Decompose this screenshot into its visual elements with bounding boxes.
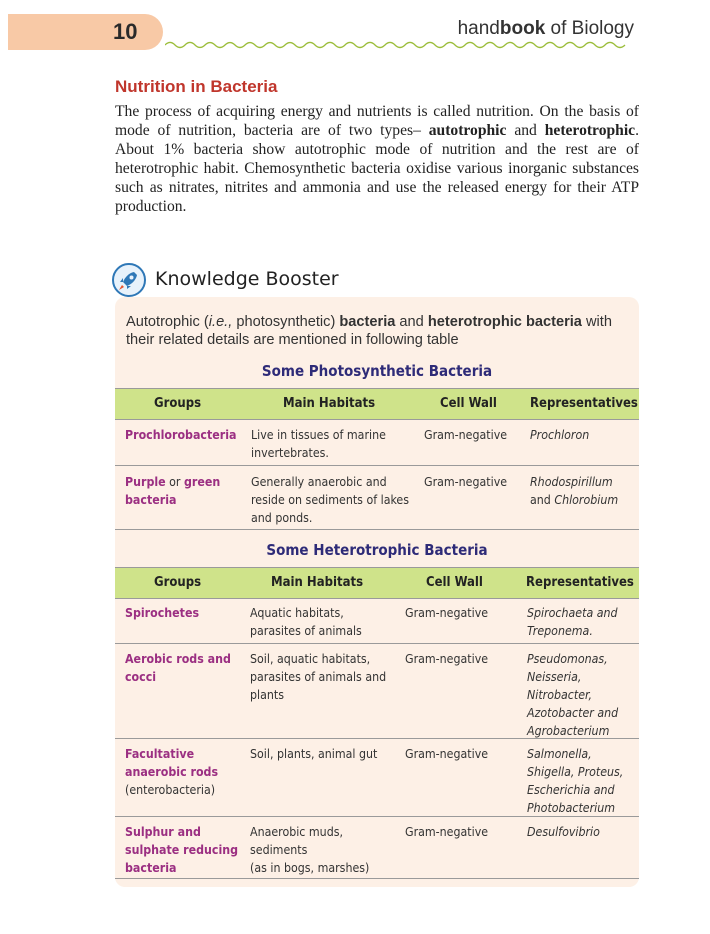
group-line: Aerobic rods and <box>125 652 231 666</box>
group-line: sulphate reducing <box>125 843 239 857</box>
table2-row2-cellwall: Gram-negative <box>405 652 489 666</box>
book-title-bold: book <box>499 18 546 39</box>
rep-line: Escherichia and <box>527 783 615 797</box>
table1-row1-rep: Prochloron <box>530 428 590 442</box>
group-note: (enterobacteria) <box>125 783 216 797</box>
habitat-line: plants <box>250 688 284 702</box>
table1-header-cellwall: Cell Wall <box>440 396 497 411</box>
paragraph-text-3: . About 1% bacteria show autotrophic mode of nutrition and the rest are of heterotrophic habit. Chemosynthetic bacteria oxidise various inorganic substances such as nitrates, nitrites and ammonia and use the released energy for their ATP production. <box>115 122 639 215</box>
table1-row2-habitat <box>251 473 409 527</box>
table1-row2-group <box>125 473 220 509</box>
table2-row1-rep <box>527 604 618 640</box>
rep-line: Shigella, Proteus, <box>527 765 624 779</box>
paragraph-text-1: The process of acquiring energy and nutrients is called nutrition. On the basis of mode of nutrition, bacteria are of two types– <box>115 103 639 139</box>
table1-header-groups: Groups <box>154 396 202 411</box>
habitat-line: Soil, aquatic habitats, <box>250 652 371 666</box>
knowledge-booster-title: Knowledge Booster <box>155 268 339 290</box>
intro-bold-heterotrophic: heterotrophic bacteria <box>427 314 582 330</box>
rep-line: Nitrobacter, <box>527 688 592 702</box>
table2-row3-group <box>125 745 218 799</box>
table2-header-row <box>115 567 639 599</box>
book-title-prefix: hand <box>457 18 500 39</box>
header-wave-divider <box>165 40 635 50</box>
table1-header-habitats: Main Habitats <box>283 396 376 411</box>
table2-row-divider <box>115 816 639 817</box>
table2-row-divider <box>115 738 639 739</box>
table1-row1-group: Prochlorobacteria <box>125 428 237 442</box>
section-paragraph <box>115 102 639 216</box>
habitat-line: Live in tissues of marine <box>251 428 386 442</box>
table2-row1-group: Spirochetes <box>125 606 200 620</box>
intro-text-5: with their related details are mentioned in following table <box>126 314 612 348</box>
rep-line: Salmonella, <box>527 747 592 761</box>
habitat-line: (as in bogs, marshes) <box>250 861 370 875</box>
group-purple: Purple <box>125 475 166 489</box>
habitat-line: sediments <box>250 843 308 857</box>
paragraph-bold-autotrophic: autotrophic <box>428 122 507 139</box>
table1-row-divider <box>115 465 639 466</box>
table2-header-habitats: Main Habitats <box>271 575 364 590</box>
table1-row1-habitat <box>251 426 386 462</box>
rep-line: Treponema. <box>527 624 593 638</box>
rep-line: Pseudomonas, <box>527 652 608 666</box>
intro-bold-bacteria: bacteria <box>339 314 396 330</box>
habitat-line: Generally anaerobic and <box>251 475 387 489</box>
table1-row1-cellwall: Gram-negative <box>424 428 508 442</box>
table2-header-representatives: Representatives <box>526 575 634 590</box>
habitat-line: reside on sediments of lakes <box>251 493 410 507</box>
rocket-icon <box>112 263 146 297</box>
intro-text-3: photosynthetic) <box>232 314 340 330</box>
habitat-line: parasites of animals and <box>250 670 387 684</box>
table2-title: Some Heterotrophic Bacteria <box>266 541 488 559</box>
table2-row1-habitat <box>250 604 362 640</box>
table2-row4-cellwall: Gram-negative <box>405 825 489 839</box>
table2-row2-habitat <box>250 650 386 704</box>
table2-row1-cellwall: Gram-negative <box>405 606 489 620</box>
table2-row4-habitat <box>250 823 369 877</box>
table2-header-groups: Groups <box>154 575 202 590</box>
table2-row4-rep: Desulfovibrio <box>527 825 600 839</box>
table2-header-cellwall: Cell Wall <box>426 575 483 590</box>
booster-intro <box>126 313 631 349</box>
habitat-line: Anaerobic muds, <box>250 825 343 839</box>
table2-row4-group <box>125 823 238 877</box>
table1-bottom-rule <box>115 529 639 530</box>
group-green: green <box>184 475 221 489</box>
page-number: 10 <box>113 19 138 44</box>
table2-row3-cellwall: Gram-negative <box>405 747 489 761</box>
intro-ie: i.e., <box>208 314 233 330</box>
table1-row2-cellwall: Gram-negative <box>424 475 508 489</box>
table2-row-divider <box>115 643 639 644</box>
habitat-line: parasites of animals <box>250 624 362 638</box>
habitat-line: Aquatic habitats, <box>250 606 344 620</box>
section-title: Nutrition in Bacteria <box>115 77 278 96</box>
group-line: anaerobic rods <box>125 765 219 779</box>
intro-text-2: ( <box>203 314 209 330</box>
intro-text-1: Autotrophic <box>126 314 204 330</box>
rep-line: Rhodospirillum <box>530 475 613 489</box>
group-line: Sulphur and <box>125 825 201 839</box>
rep-line: Agrobacterium <box>527 724 610 738</box>
rep-and: and <box>530 493 555 507</box>
paragraph-bold-heterotrophic: heterotrophic <box>544 122 636 139</box>
rep-chlorobium: Chlorobium <box>554 493 619 507</box>
group-line: Facultative <box>125 747 195 761</box>
habitat-line: invertebrates. <box>251 446 329 460</box>
book-title <box>458 18 634 40</box>
habitat-line: and ponds. <box>251 511 313 525</box>
table1-header-representatives: Representatives <box>530 396 638 411</box>
table2-bottom-rule <box>115 878 639 879</box>
rep-line: Azotobacter and <box>527 706 619 720</box>
group-bacteria: bacteria <box>125 493 177 507</box>
table2-row2-group <box>125 650 231 686</box>
table2-row3-habitat: Soil, plants, animal gut <box>250 747 378 761</box>
rep-line: Spirochaeta and <box>527 606 618 620</box>
page-number-tab <box>8 14 163 50</box>
rep-line: Neisseria, <box>527 670 582 684</box>
group-or: or <box>165 475 184 489</box>
table1-header-row <box>115 388 639 420</box>
table1-row2-rep <box>530 473 618 509</box>
table1-title: Some Photosynthetic Bacteria <box>261 362 493 380</box>
table2-row2-rep <box>527 650 618 740</box>
group-line: cocci <box>125 670 157 684</box>
table2-row3-rep <box>527 745 623 817</box>
intro-text-4: and <box>395 314 428 330</box>
group-line: bacteria <box>125 861 177 875</box>
rep-line: Photobacterium <box>527 801 615 815</box>
paragraph-text-2: and <box>506 122 545 139</box>
book-title-suffix: of Biology <box>545 18 634 39</box>
